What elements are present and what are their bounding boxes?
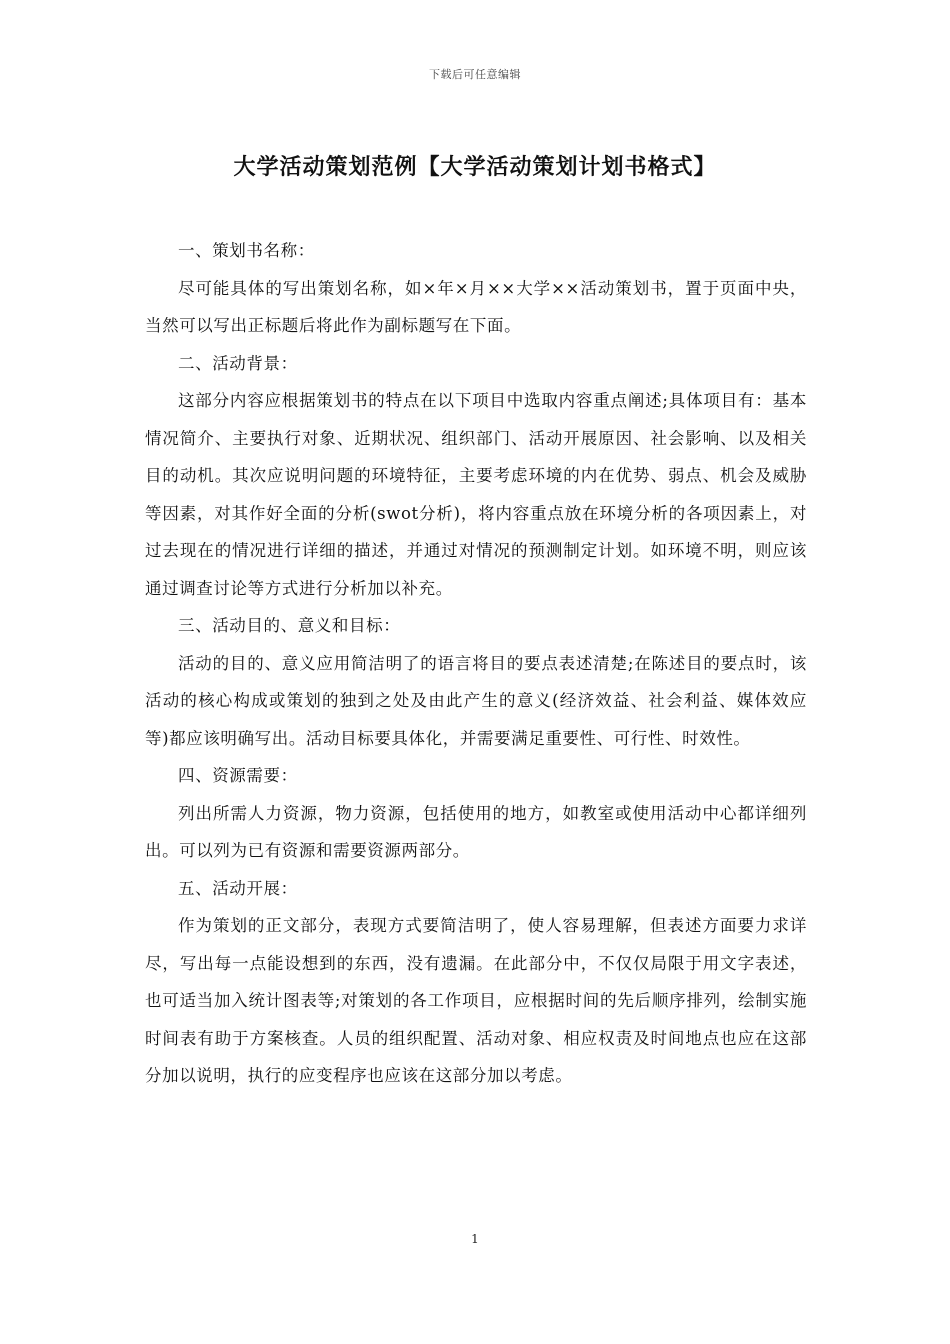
section-heading-5: 五、活动开展： [178, 878, 298, 898]
page-number: 1 [471, 1232, 479, 1246]
section-paragraph-3: 活动的目的、意义应用简洁明了的语言将目的要点表述清楚;在陈述目的要点时，该活动的核心构成或策划的独到之处及由此产生的意义(经济效益、社会利益、媒体效应等)都应该明确写出。活动目标要具体化，并需要满足重要性、可行性、时效性。 [145, 653, 807, 748]
document-body [145, 232, 807, 1095]
section-paragraph-4: 列出所需人力资源，物力资源，包括使用的地方，如教室或使用活动中心都详细列出。可以列为已有资源和需要资源两部分。 [145, 803, 807, 860]
section-heading-3: 三、活动目的、意义和目标： [178, 616, 401, 635]
section-heading-2: 二、活动背景： [178, 353, 298, 373]
section-paragraph-5: 作为策划的正文部分，表现方式要简洁明了，使人容易理解，但表述方面要力求详尽，写出每一点能设想到的东西，没有遗漏。在此部分中，不仅仅局限于用文字表述，也可适当加入统计图表等;对策划的各工作项目，应根据时间的先后顺序排列，绘制实施时间表有助于方案核查。人员的组织配置、活动对象、相应权责及时间地点也应在这部分加以说明，执行的应变程序也应该在这部分加以考虑。 [145, 916, 807, 1085]
document-title: 大学活动策划范例【大学活动策划计划书格式】 [233, 154, 717, 180]
header-note: 下载后可任意编辑 [429, 68, 521, 81]
section-paragraph-1: 尽可能具体的写出策划名称，如×年×月××大学××活动策划书，置于页面中央，当然可以写出正标题后将此作为副标题写在下面。 [145, 278, 807, 335]
section-heading-4: 四、资源需要： [178, 766, 298, 785]
section-heading-1: 一、策划书名称： [178, 241, 315, 260]
section-paragraph-2: 这部分内容应根据策划书的特点在以下项目中选取内容重点阐述;具体项目有：基本情况简介、主要执行对象、近期状况、组织部门、活动开展原因、社会影响、以及相关目的动机。其次应说明问题的环境特征，主要考虑环境的内在优势、弱点、机会及威胁等因素，对其作好全面的分析(swot分析)，将内容重点放在环境分析的各项因素上，对过去现在的情况进行详细的描述，并通过对情况的预测制定计划。如环境不明，则应该通过调查讨论等方式进行分析加以补充。 [145, 391, 807, 598]
